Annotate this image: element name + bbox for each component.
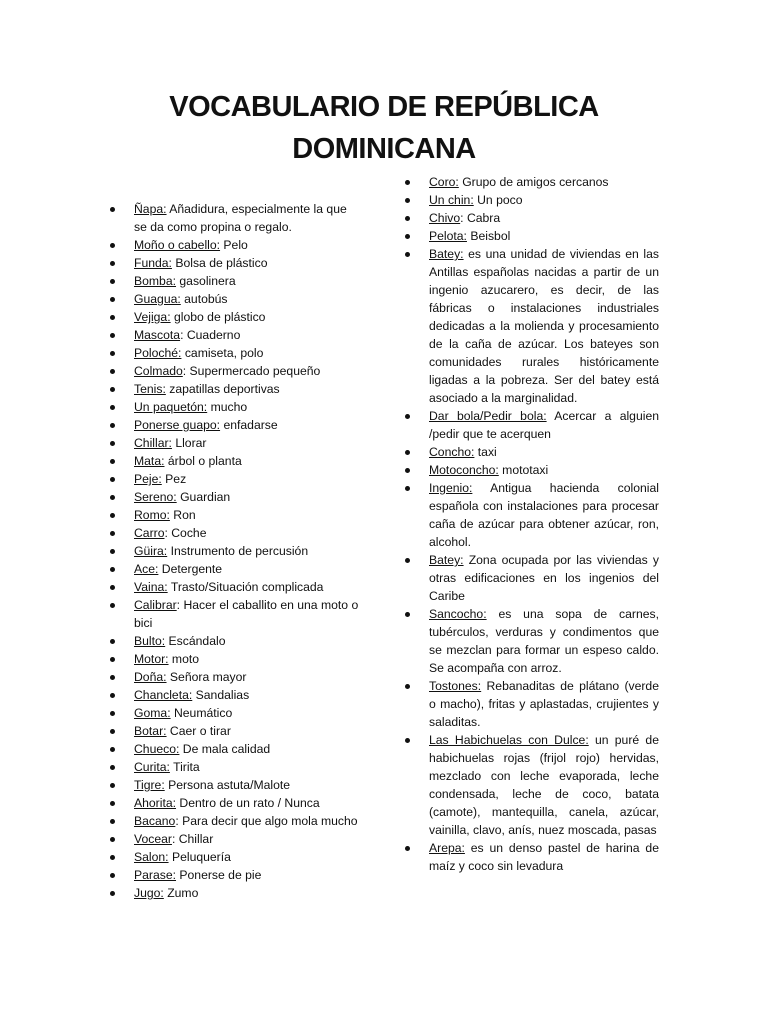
vocabulary-definition: Un poco bbox=[473, 193, 523, 207]
vocabulary-entry bbox=[405, 551, 659, 605]
vocabulary-term: Ñapa: bbox=[134, 202, 167, 216]
vocabulary-entry bbox=[110, 290, 362, 308]
vocabulary-definition: enfadarse bbox=[220, 418, 278, 432]
vocabulary-term: Chueco: bbox=[134, 742, 180, 756]
vocabulary-entry bbox=[405, 677, 659, 731]
vocabulary-definition: Beisbol bbox=[466, 229, 511, 243]
vocabulary-definition: taxi bbox=[474, 445, 497, 459]
vocabulary-definition: Neumático bbox=[170, 706, 233, 720]
vocabulary-entry bbox=[110, 884, 362, 902]
vocabulary-entry bbox=[405, 191, 659, 209]
vocabulary-entry bbox=[110, 416, 362, 434]
vocabulary-entry bbox=[110, 380, 362, 398]
vocabulary-definition: Señora mayor bbox=[166, 670, 247, 684]
vocabulary-term: Bulto: bbox=[134, 634, 166, 648]
vocabulary-definition: : Para decir que algo mola mucho bbox=[175, 814, 358, 828]
vocabulary-term: Botar: bbox=[134, 724, 167, 738]
vocabulary-entry bbox=[110, 308, 362, 326]
vocabulary-entry bbox=[110, 740, 362, 758]
vocabulary-definition: Llorar bbox=[171, 436, 207, 450]
vocabulary-term: Güira: bbox=[134, 544, 168, 558]
vocabulary-entry bbox=[110, 578, 362, 596]
vocabulary-entry bbox=[110, 668, 362, 686]
vocabulary-entry bbox=[110, 650, 362, 668]
vocabulary-entry bbox=[405, 839, 659, 875]
vocabulary-entry bbox=[110, 776, 362, 794]
vocabulary-term: Arepa: bbox=[429, 841, 465, 855]
vocabulary-definition: Tirita bbox=[169, 760, 200, 774]
vocabulary-entry bbox=[110, 848, 362, 866]
vocabulary-term: Chivo bbox=[429, 211, 461, 225]
vocabulary-definition: Pelo bbox=[220, 238, 248, 252]
vocabulary-definition: Bolsa de plástico bbox=[171, 256, 268, 270]
vocabulary-term: Pelota: bbox=[429, 229, 467, 243]
vocabulary-term: Chillar: bbox=[134, 436, 172, 450]
vocabulary-definition: Caer o tirar bbox=[166, 724, 231, 738]
vocabulary-term: Coro: bbox=[429, 175, 459, 189]
vocabulary-definition: Dentro de un rato / Nunca bbox=[176, 796, 320, 810]
vocabulary-definition: Sandalias bbox=[192, 688, 250, 702]
vocabulary-definition: : Cuaderno bbox=[180, 328, 241, 342]
vocabulary-entry bbox=[110, 254, 362, 272]
vocabulary-definition: Acercar a alguien /pedir que te acerquen bbox=[429, 409, 659, 441]
vocabulary-definition: zapatillas deportivas bbox=[165, 382, 280, 396]
vocabulary-term: Mata: bbox=[134, 454, 165, 468]
vocabulary-entry bbox=[405, 173, 659, 191]
vocabulary-definition: mucho bbox=[207, 400, 248, 414]
vocabulary-entry bbox=[110, 632, 362, 650]
vocabulary-entry bbox=[110, 542, 362, 560]
vocabulary-entry bbox=[110, 200, 362, 236]
vocabulary-entry bbox=[405, 605, 659, 677]
vocabulary-entry bbox=[110, 758, 362, 776]
vocabulary-term: Moño o cabello: bbox=[134, 238, 221, 252]
vocabulary-definition: : Coche bbox=[164, 526, 207, 540]
vocabulary-term: Dar bola/Pedir bola: bbox=[429, 409, 547, 423]
vocabulary-term: Colmado bbox=[134, 364, 183, 378]
vocabulary-term: Carro bbox=[134, 526, 165, 540]
title-line-1: VOCABULARIO DE REPÚBLICA bbox=[169, 91, 599, 123]
vocabulary-entry bbox=[110, 470, 362, 488]
vocabulary-term: Batey: bbox=[429, 553, 464, 567]
title-line-2: DOMINICANA bbox=[292, 133, 476, 165]
vocabulary-definition: Zona ocupada por las viviendas y otras edificaciones en los ingenios del Caribe bbox=[429, 553, 659, 603]
vocabulary-term: Salon: bbox=[134, 850, 169, 864]
vocabulary-definition: Antigua hacienda colonial española con instalaciones para procesar caña de azúcar para obtener azúcar, ron, alcohol. bbox=[429, 481, 659, 549]
vocabulary-term: Ingenio: bbox=[429, 481, 473, 495]
vocabulary-entry bbox=[405, 731, 659, 839]
vocabulary-entry bbox=[405, 227, 659, 245]
vocabulary-term: Tenis: bbox=[134, 382, 166, 396]
vocabulary-entry bbox=[110, 506, 362, 524]
vocabulary-term: Romo: bbox=[134, 508, 170, 522]
vocabulary-entry bbox=[110, 866, 362, 884]
vocabulary-entry bbox=[405, 461, 659, 479]
vocabulary-definition: Detergente bbox=[158, 562, 223, 576]
vocabulary-definition: camiseta, polo bbox=[181, 346, 264, 360]
vocabulary-term: Vaina: bbox=[134, 580, 168, 594]
vocabulary-definition: moto bbox=[168, 652, 200, 666]
vocabulary-term: Motoconcho: bbox=[429, 463, 499, 477]
vocabulary-entry bbox=[110, 596, 362, 632]
vocabulary-definition: Persona astuta/Malote bbox=[164, 778, 291, 792]
vocabulary-term: Batey: bbox=[429, 247, 464, 261]
vocabulary-definition: Grupo de amigos cercanos bbox=[458, 175, 609, 189]
vocabulary-term: Calibrar bbox=[134, 598, 177, 612]
vocabulary-term: Peje: bbox=[134, 472, 162, 486]
vocabulary-definition: es una unidad de viviendas en las Antillas españolas nacidas a partir de un ingenio azucarero, es decir, de las fábricas o instalaciones industriales dedicadas a la molienda y procesamiento de la caña de azúcar. Los bateyes son comunidades rurales históricamente ligadas a la pobreza. Ser del batey está asociado a la marginalidad. bbox=[429, 247, 659, 405]
vocabulary-entry bbox=[110, 488, 362, 506]
vocabulary-entry bbox=[110, 686, 362, 704]
vocabulary-entry bbox=[110, 344, 362, 362]
vocabulary-entry bbox=[110, 704, 362, 722]
vocabulary-list-left bbox=[110, 200, 362, 902]
vocabulary-term: Poloché: bbox=[134, 346, 182, 360]
vocabulary-definition: : Chillar bbox=[171, 832, 214, 846]
vocabulary-term: Vejiga: bbox=[134, 310, 171, 324]
vocabulary-definition: Trasto/Situación complicada bbox=[167, 580, 324, 594]
vocabulary-term: Sereno: bbox=[134, 490, 177, 504]
vocabulary-definition: es una sopa de carnes, tubérculos, verduras y condimentos que se mezclan para formar un espeso caldo. Se acompaña con arroz. bbox=[429, 607, 659, 675]
vocabulary-definition: : Hacer el caballito en una moto o bici bbox=[134, 598, 359, 630]
vocabulary-definition: globo de plástico bbox=[170, 310, 266, 324]
vocabulary-entry bbox=[110, 560, 362, 578]
vocabulary-definition: Ron bbox=[169, 508, 196, 522]
vocabulary-definition: mototaxi bbox=[498, 463, 549, 477]
vocabulary-entry bbox=[405, 479, 659, 551]
vocabulary-entry bbox=[405, 209, 659, 227]
vocabulary-term: Tigre: bbox=[134, 778, 165, 792]
vocabulary-term: Guagua: bbox=[134, 292, 181, 306]
page-title bbox=[0, 86, 768, 170]
vocabulary-term: Mascota bbox=[134, 328, 181, 342]
vocabulary-term: Motor: bbox=[134, 652, 169, 666]
vocabulary-definition: un puré de habichuelas rojas (frijol rojo) hervidas, mezclado con leche evaporada, leche condensada, leche de coco, batata (camote), mantequilla, canela, azúcar, vainilla, clavo, anís, nuez moscada, pasas bbox=[429, 733, 659, 837]
vocabulary-term: Sancocho: bbox=[429, 607, 487, 621]
vocabulary-term: Bacano bbox=[134, 814, 176, 828]
vocabulary-entry bbox=[110, 236, 362, 254]
vocabulary-term: Ace: bbox=[134, 562, 159, 576]
vocabulary-entry bbox=[110, 326, 362, 344]
vocabulary-term: Tostones: bbox=[429, 679, 482, 693]
vocabulary-entry bbox=[110, 272, 362, 290]
vocabulary-term: Doña: bbox=[134, 670, 167, 684]
vocabulary-definition: Añadidura, especialmente la que se da como propina o regalo. bbox=[134, 202, 347, 234]
vocabulary-entry bbox=[110, 794, 362, 812]
vocabulary-definition: De mala calidad bbox=[179, 742, 271, 756]
vocabulary-entry bbox=[405, 245, 659, 407]
vocabulary-definition: árbol o planta bbox=[164, 454, 242, 468]
vocabulary-term: Vocear bbox=[134, 832, 172, 846]
vocabulary-definition: Ponerse de pie bbox=[176, 868, 262, 882]
vocabulary-definition: Zumo bbox=[163, 886, 199, 900]
vocabulary-entry bbox=[110, 812, 362, 830]
vocabulary-term: Chancleta: bbox=[134, 688, 193, 702]
vocabulary-definition: autobús bbox=[180, 292, 228, 306]
vocabulary-entry bbox=[110, 398, 362, 416]
vocabulary-definition: gasolinera bbox=[176, 274, 236, 288]
vocabulary-term: Las Habichuelas con Dulce: bbox=[429, 733, 589, 747]
vocabulary-definition: Peluquería bbox=[168, 850, 231, 864]
vocabulary-definition: Rebanaditas de plátano (verde o macho), fritas y aplastadas, crujientes y saladitas. bbox=[429, 679, 659, 729]
vocabulary-entry bbox=[110, 830, 362, 848]
vocabulary-term: Ponerse guapo: bbox=[134, 418, 221, 432]
vocabulary-term: Un paquetón: bbox=[134, 400, 208, 414]
vocabulary-list-right bbox=[405, 173, 659, 875]
vocabulary-entry bbox=[110, 362, 362, 380]
vocabulary-term: Un chin: bbox=[429, 193, 474, 207]
vocabulary-definition: Instrumento de percusión bbox=[167, 544, 309, 558]
vocabulary-entry bbox=[110, 434, 362, 452]
vocabulary-term: Concho: bbox=[429, 445, 475, 459]
vocabulary-entry bbox=[110, 722, 362, 740]
vocabulary-definition: : Cabra bbox=[460, 211, 501, 225]
vocabulary-definition: : Supermercado pequeño bbox=[182, 364, 321, 378]
vocabulary-entry bbox=[405, 443, 659, 461]
vocabulary-definition: Guardian bbox=[176, 490, 231, 504]
vocabulary-entry bbox=[110, 524, 362, 542]
vocabulary-term: Jugo: bbox=[134, 886, 164, 900]
vocabulary-term: Bomba: bbox=[134, 274, 177, 288]
vocabulary-term: Ahorita: bbox=[134, 796, 177, 810]
vocabulary-definition: Escándalo bbox=[165, 634, 226, 648]
vocabulary-entry bbox=[110, 452, 362, 470]
vocabulary-definition: es un denso pastel de harina de maíz y coco sin levadura bbox=[429, 841, 659, 873]
vocabulary-term: Parase: bbox=[134, 868, 177, 882]
vocabulary-term: Goma: bbox=[134, 706, 171, 720]
vocabulary-term: Curita: bbox=[134, 760, 170, 774]
vocabulary-term: Funda: bbox=[134, 256, 172, 270]
vocabulary-entry bbox=[405, 407, 659, 443]
vocabulary-definition: Pez bbox=[161, 472, 187, 486]
